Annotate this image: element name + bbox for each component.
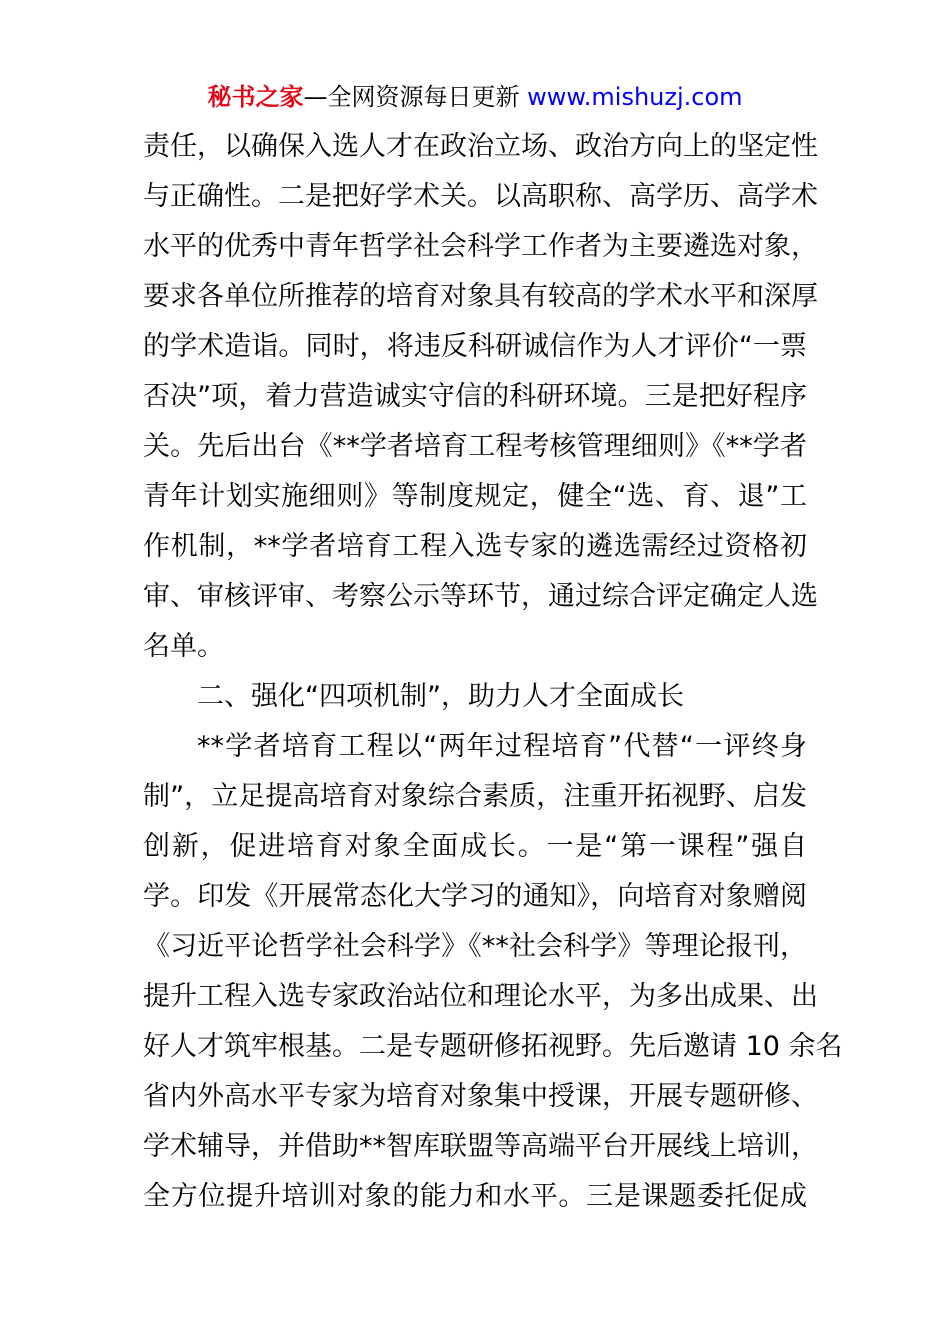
site-link[interactable]: www.mishuzj.com: [527, 83, 743, 111]
page-header: [0, 80, 950, 114]
brand-name: 秘书之家: [207, 83, 304, 111]
text-line: 关。先后出台《**学者培育工程考核管理细则》《**学者: [143, 431, 807, 462]
text-line: 创新，促进培育对象全面成长。一是“第一课程”强自: [143, 831, 807, 862]
text-line: 作机制，**学者培育工程入选专家的遴选需经过资格初: [143, 531, 807, 562]
text-line: 与正确性。二是把好学术关。以高职称、高学历、高学术: [143, 181, 818, 212]
text-line: 名单。: [143, 631, 224, 662]
text-line: 学。印发《开展常态化大学习的通知》，向培育对象赠阅: [143, 881, 807, 912]
text-line: 否决”项，着力营造诚实守信的科研环境。三是把好程序: [143, 381, 807, 412]
text-line: 要求各单位所推荐的培育对象具有较高的学术水平和深厚: [143, 281, 818, 312]
document-body: [143, 122, 843, 1222]
text-line: 省内外高水平专家为培育对象集中授课，开展专题研修、: [143, 1081, 818, 1112]
text-line: 《习近平论哲学社会科学》《**社会科学》等理论报刊，: [143, 931, 807, 962]
section-heading: 二、强化“四项机制”，助力人才全面成长: [197, 681, 684, 712]
text-line: 学术辅导，并借助**智库联盟等高端平台开展线上培训，: [143, 1131, 818, 1162]
text-line: 制”，立足提高培育对象综合素质，注重开拓视野、启发: [143, 781, 807, 812]
text-line: 好人才筑牢根基。二是专题研修拓视野。先后邀请 10 余名: [143, 1031, 843, 1062]
header-tagline: —全网资源每日更新: [303, 83, 520, 111]
text-line: 全方位提升培训对象的能力和水平。三是课题委托促成: [143, 1181, 807, 1212]
text-line: 的学术造诣。同时，将违反科研诚信作为人才评价“一票: [143, 331, 807, 362]
text-line: **学者培育工程以“两年过程培育”代替“一评终身: [197, 731, 807, 762]
text-line: 提升工程入选专家政治站位和理论水平，为多出成果、出: [143, 981, 818, 1012]
text-line: 审、审核评审、考察公示等环节，通过综合评定确定人选: [143, 581, 818, 612]
text-line: 责任，以确保入选人才在政治立场、政治方向上的坚定性: [143, 131, 818, 162]
text-line: 青年计划实施细则》等制度规定，健全“选、育、退”工: [143, 481, 807, 512]
text-line: 水平的优秀中青年哲学社会科学工作者为主要遴选对象，: [143, 231, 818, 262]
